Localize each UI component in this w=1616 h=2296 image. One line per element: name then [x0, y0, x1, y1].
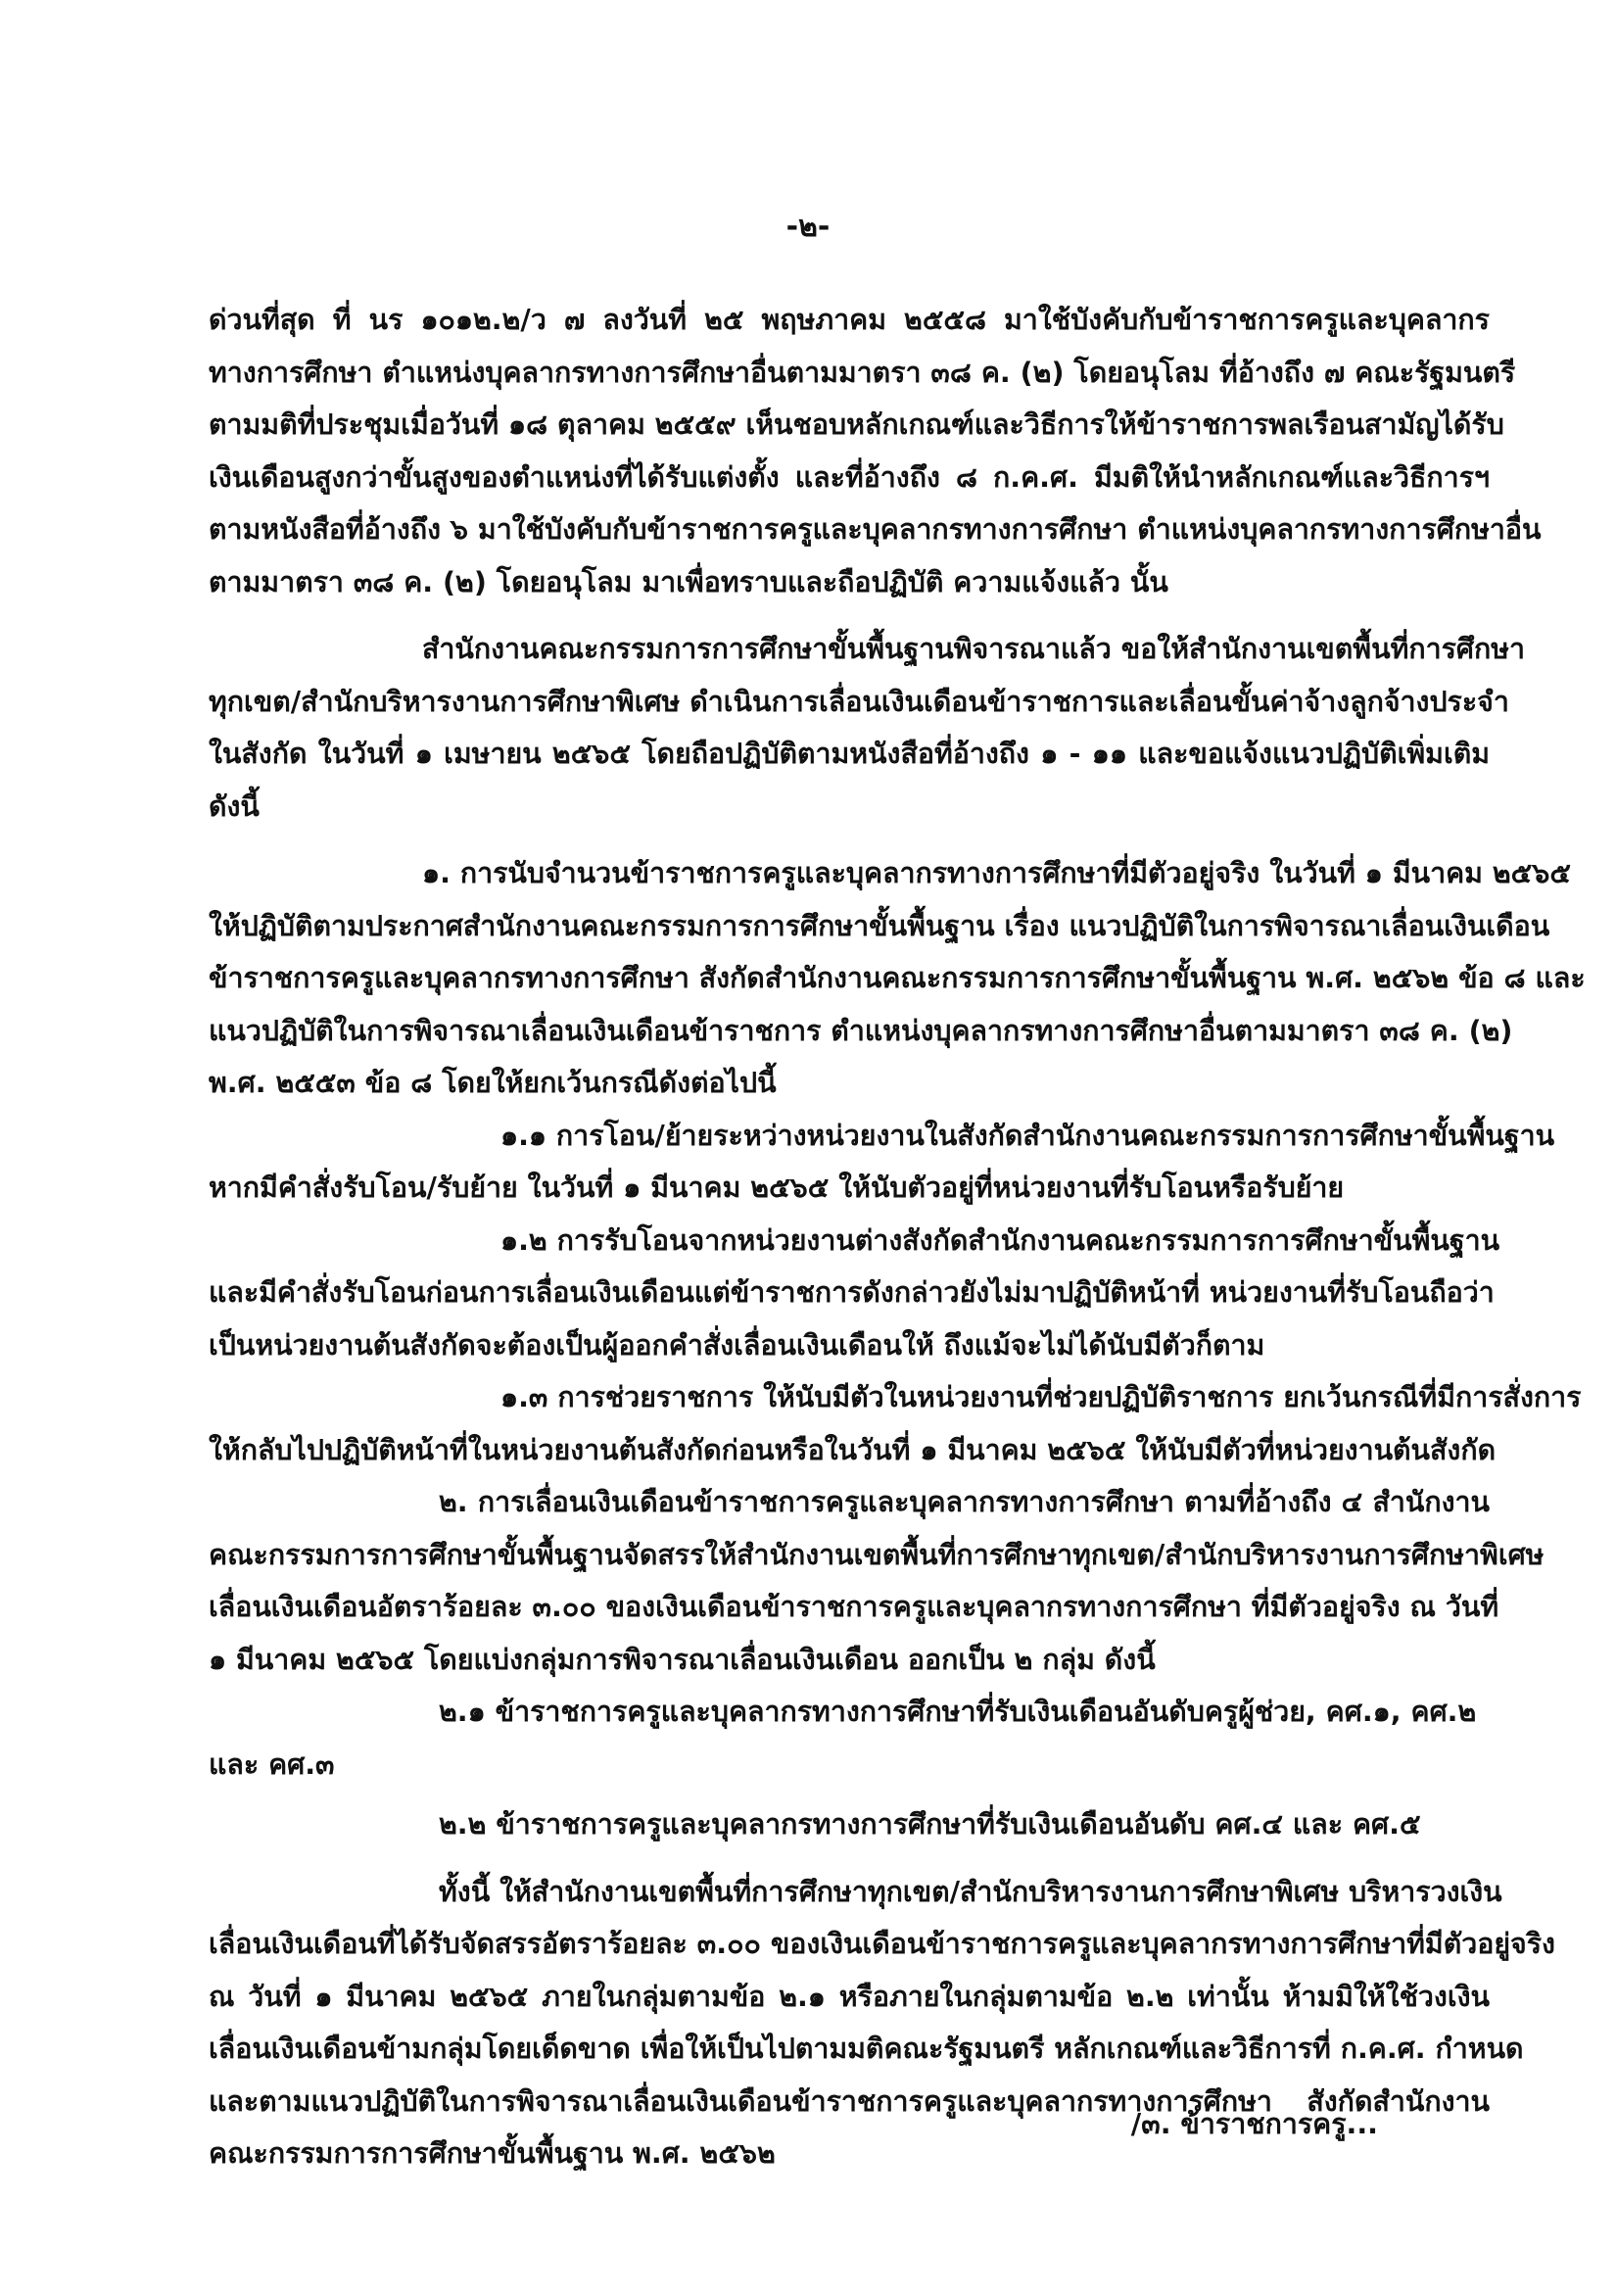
text-line: และ คศ.๓ — [209, 1747, 335, 1781]
text-line: ๑. การนับจำนวนข้าราชการครูและบุคลากรทางการศึกษาที่มีตัวอยู่จริง ในวันที่ ๑ มีนาคม ๒๕๖๕ — [422, 857, 1571, 889]
text-line: คณะกรรมการการศึกษาขั้นพื้นฐานจัดสรรให้สำนักงานเขตพื้นที่การศึกษาทุกเขต/สำนักบริหารงานการศึกษาพิเศษ — [209, 1538, 1545, 1571]
text-line: ทางการศึกษา ตำแหน่งบุคลากรทางการศึกษาอื่นตามมาตรา ๓๘ ค. (๒) โดยอนุโลม ที่อ้างถึง ๗ คณะรัฐมนตรี — [209, 356, 1516, 389]
continuation-reference: /๓. ข้าราชการครู... — [1130, 2108, 1378, 2140]
text-line: สำนักงานคณะกรรมการการศึกษาขั้นพื้นฐานพิจารณาแล้ว ขอให้สำนักงานเขตพื้นที่การศึกษา — [422, 633, 1526, 665]
paragraph-item-1-1 — [209, 1110, 1555, 1215]
text-line: ๒.๒ ข้าราชการครูและบุคลากรทางการศึกษาที่รับเงินเดือนอันดับ คศ.๔ และ คศ.๕ — [439, 1808, 1421, 1841]
text-line: และมีคำสั่งรับโอนก่อนการเลื่อนเงินเดือนแต่ข้าราชการดังกล่าวยังไม่มาปฏิบัติหน้าที่ หน่วยงานที่รับโอนถือว่า — [209, 1276, 1495, 1309]
text-line: ๑.๓ การช่วยราชการ ให้นับมีตัวในหน่วยงานที่ช่วยปฏิบัติราชการ ยกเว้นกรณีที่มีการสั่งการ — [500, 1381, 1582, 1413]
text-line: เป็นหน่วยงานต้นสังกัดจะต้องเป็นผู้ออกคำสั่งเลื่อนเงินเดือนให้ ถึงแม้จะไม่ได้นับมีตัวก็ตาม — [209, 1328, 1265, 1362]
text-line: ด่วนที่สุด ที่ นร ๑๐๑๒.๒/ว ๗ ลงวันที่ ๒๕ พฤษภาคม ๒๕๕๘ มาใช้บังคับกับข้าราชการครูและบุคลากร — [209, 304, 1490, 336]
text-line: พ.ศ. ๒๕๕๓ ข้อ ๘ โดยให้ยกเว้นกรณีดังต่อไปนี้ — [209, 1067, 777, 1099]
text-line: คณะกรรมการการศึกษาขั้นพื้นฐาน พ.ศ. ๒๕๖๒ — [209, 2137, 776, 2170]
paragraph-item-1-2 — [209, 1215, 1500, 1372]
text-line: ๒.๑ ข้าราชการครูและบุคลากรทางการศึกษาที่รับเงินเดือนอันดับครูผู้ช่วย, คศ.๑, คศ.๒ — [439, 1696, 1477, 1728]
text-line: ๑.๑ การโอน/ย้ายระหว่างหน่วยงานในสังกัดสำนักงานคณะกรรมการการศึกษาขั้นพื้นฐาน — [500, 1119, 1555, 1152]
text-line: ๒. การเลื่อนเงินเดือนข้าราชการครูและบุคลากรทางการศึกษา ตามที่อ้างถึง ๔ สำนักงาน — [439, 1486, 1490, 1518]
text-line: เงินเดือนสูงกว่าขั้นสูงของตำแหน่งที่ได้รับแต่งตั้ง และที่อ้างถึง ๘ ก.ค.ศ. มีมติให้นำหลักเกณฑ์และวิธีการฯ — [209, 460, 1490, 494]
text-line: ให้ปฏิบัติตามประกาศสำนักงานคณะกรรมการการศึกษาขั้นพื้นฐาน เรื่อง แนวปฏิบัติในการพิจารณาเลื่อนเงินเดือน — [209, 909, 1550, 942]
paragraph-item-2-1 — [209, 1686, 1490, 1791]
text-line: ตามหนังสือที่อ้างถึง ๖ มาใช้บังคับกับข้าราชการครูและบุคลากรทางการศึกษา ตำแหน่งบุคลากรทางการศึกษาอื่น — [209, 513, 1542, 546]
paragraph-instruction — [209, 623, 1526, 833]
paragraph-item-1-3 — [209, 1371, 1582, 1476]
text-line: แนวปฏิบัติในการพิจารณาเลื่อนเงินเดือนข้าราชการ ตำแหน่งบุคลากรทางการศึกษาอื่นตามมาตรา ๓๘ ค. (๒) — [209, 1014, 1513, 1047]
page-number: -๒- — [785, 210, 831, 244]
text-line: และตามแนวปฏิบัติในการพิจารณาเลื่อนเงินเดือนข้าราชการครูและบุคลากรทางการศึกษา สังกัดสำนักงาน — [209, 2084, 1490, 2118]
text-line: หากมีคำสั่งรับโอน/รับย้าย ในวันที่ ๑ มีนาคม ๒๕๖๕ ให้นับตัวอยู่ที่หน่วยงานที่รับโอนหรือรับย้าย — [209, 1172, 1345, 1204]
text-line: เลื่อนเงินเดือนข้ามกลุ่มโดยเด็ดขาด เพื่อให้เป็นไปตามมติคณะรัฐมนตรี หลักเกณฑ์และวิธีการที่ ก.ค.ศ. กำหนด — [209, 2033, 1524, 2065]
text-line: ในสังกัด ในวันที่ ๑ เมษายน ๒๕๖๕ โดยถือปฏิบัติตามหนังสือที่อ้างถึง ๑ - ๑๑ และขอแจ้งแนวปฏิบัติเพิ่มเติม — [209, 738, 1490, 770]
text-line: ทั้งนี้ ให้สำนักงานเขตพื้นที่การศึกษาทุกเขต/สำนักบริหารงานการศึกษาพิเศษ บริหารวงเงิน — [439, 1875, 1502, 1908]
paragraph-item-2-2 — [209, 1798, 1490, 1851]
text-line: ทุกเขต/สำนักบริหารงานการศึกษาพิเศษ ดำเนินการเลื่อนเงินเดือนข้าราชการและเลื่อนขั้นค่าจ้างลูกจ้างประจำ — [209, 685, 1509, 718]
paragraph-item-2 — [209, 1476, 1545, 1686]
text-line: เลื่อนเงินเดือนที่ได้รับจัดสรรอัตราร้อยละ ๓.๐๐ ของเงินเดือนข้าราชการครูและบุคลากรทางการศึกษาที่มีตัวอยู่จริง — [209, 1928, 1555, 1960]
text-line: ตามมติที่ประชุมเมื่อวันที่ ๑๘ ตุลาคม ๒๕๕๙ เห็นชอบหลักเกณฑ์และวิธีการให้ข้าราชการพลเรือนสามัญได้รับ — [209, 408, 1504, 441]
text-line: ณ วันที่ ๑ มีนาคม ๒๕๖๕ ภายในกลุ่มตามข้อ ๒.๑ หรือภายในกลุ่มตามข้อ ๒.๒ เท่านั้น ห้ามมิให้ใช้วงเงิน — [209, 1980, 1490, 2013]
text-line: ข้าราชการครูและบุคลากรทางการศึกษา สังกัดสำนักงานคณะกรรมการการศึกษาขั้นพื้นฐาน พ.ศ. ๒๕๖๒ ข้อ ๘ และ — [209, 962, 1586, 994]
paragraph-item-1 — [209, 847, 1586, 1110]
text-line: ๑.๒ การรับโอนจากหน่วยงานต่างสังกัดสำนักงานคณะกรรมการการศึกษาขั้นพื้นฐาน — [500, 1223, 1500, 1257]
paragraph-references — [209, 294, 1542, 608]
document-body — [209, 294, 1586, 2180]
text-line: เลื่อนเงินเดือนอัตราร้อยละ ๓.๐๐ ของเงินเดือนข้าราชการครูและบุคลากรทางการศึกษา ที่มีตัวอยู่จริง ณ วันที่ — [209, 1591, 1499, 1623]
text-line: ๑ มีนาคม ๒๕๖๕ โดยแบ่งกลุ่มการพิจารณาเลื่อนเงินเดือน ออกเป็น ๒ กลุ่ม ดังนี้ — [209, 1643, 1156, 1676]
text-line: ดังนี้ — [209, 789, 260, 823]
text-line: ให้กลับไปปฏิบัติหน้าที่ในหน่วยงานต้นสังกัดก่อนหรือในวันที่ ๑ มีนาคม ๒๕๖๕ ให้นับมีตัวที่หน่วยงานต้นสังกัด — [209, 1433, 1497, 1466]
text-line: ตามมาตรา ๓๘ ค. (๒) โดยอนุโลม มาเพื่อทราบและถือปฏิบัติ ความแจ้งแล้ว นั้น — [209, 565, 1168, 598]
